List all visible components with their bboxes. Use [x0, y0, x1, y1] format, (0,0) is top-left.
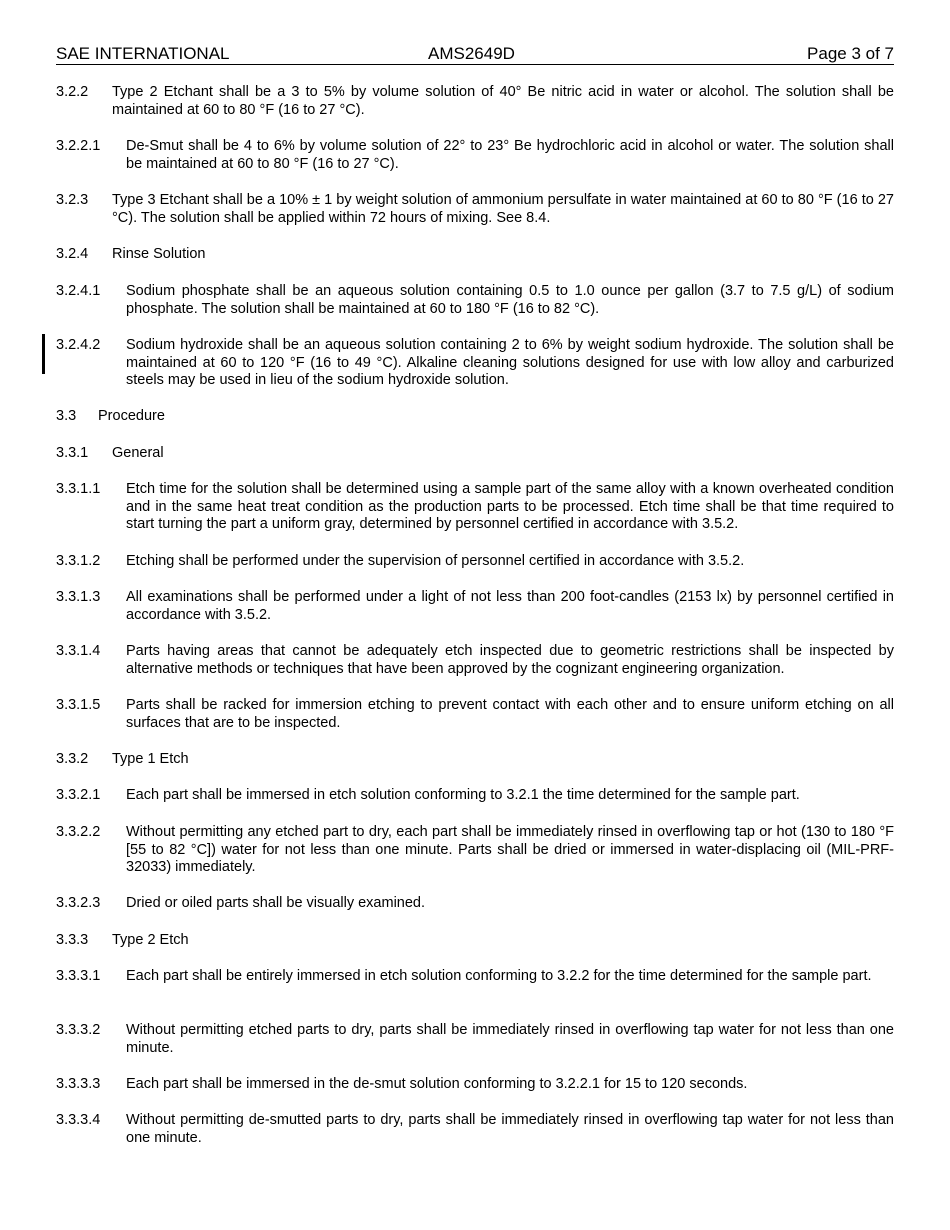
paragraph-number: 3.2.4.1	[56, 283, 101, 299]
paragraph-number: 3.3.1.2	[56, 553, 101, 569]
paragraph-number: 3.3.1.5	[56, 697, 101, 713]
revision-change-bar	[42, 334, 45, 374]
paragraph-text: Parts having areas that cannot be adequately etch inspected due to geometric restrictions shall be inspected by alternative methods or techniques that have been approved by the cognizant engineering organization.	[126, 643, 894, 677]
paragraph-heading: Type 2 Etch	[112, 932, 189, 948]
paragraph-number: 3.3.3.4	[56, 1112, 101, 1128]
paragraph-3-3-2-3	[56, 895, 894, 913]
paragraph-3-2-2-1	[56, 138, 894, 173]
paragraph-text: All examinations shall be performed under a light of not less than 200 foot-candles (2153 lx) by personnel certified in accordance with 3.5.2.	[126, 589, 894, 623]
paragraph-3-2-4-1	[56, 283, 894, 318]
paragraph-number: 3.3.1.1	[56, 481, 101, 497]
header-doc-id: AMS2649D	[428, 44, 515, 63]
paragraph-3-3-1-5	[56, 697, 894, 732]
paragraph-3-3-2	[56, 751, 894, 769]
paragraph-text: Parts shall be racked for immersion etching to prevent contact with each other and to ensure uniform etching on all surfaces that are to be inspected.	[126, 697, 894, 731]
paragraph-text: Without permitting etched parts to dry, parts shall be immediately rinsed in overflowing tap water for not less than one minute.	[126, 1022, 894, 1056]
paragraph-number: 3.2.2	[56, 84, 89, 100]
paragraph-3-3-1-4	[56, 643, 894, 678]
paragraph-number: 3.2.4	[56, 246, 89, 262]
paragraph-3-2-2	[56, 84, 894, 119]
paragraph-number: 3.3.2.1	[56, 787, 101, 803]
paragraph-number: 3.3.1.4	[56, 643, 101, 659]
paragraph-text: Each part shall be entirely immersed in etch solution conforming to 3.2.2 for the time determined for the sample part.	[126, 968, 872, 984]
page-header	[56, 44, 894, 65]
paragraph-heading: Type 1 Etch	[112, 751, 189, 767]
paragraph-number: 3.2.2.1	[56, 138, 101, 154]
paragraph-number: 3.2.3	[56, 192, 89, 208]
paragraph-3-3-3-3	[56, 1076, 894, 1094]
paragraph-text: Each part shall be immersed in the de-smut solution conforming to 3.2.2.1 for 15 to 120 seconds.	[126, 1076, 748, 1092]
paragraph-3-3-1-1	[56, 481, 894, 534]
paragraph-3-3-2-1	[56, 787, 894, 805]
paragraph-number: 3.3.3.3	[56, 1076, 101, 1092]
paragraph-text: Type 3 Etchant shall be a 10% ± 1 by weight solution of ammonium persulfate in water maintained at 60 to 80 °F (16 to 27 °C). The solution shall be applied within 72 hours of mixing. See 8.4.	[112, 192, 894, 226]
header-org: SAE INTERNATIONAL	[56, 44, 230, 63]
paragraph-number: 3.3.3.1	[56, 968, 101, 984]
paragraph-number: 3.3.2.2	[56, 824, 101, 840]
paragraph-3-2-4-2	[56, 337, 894, 390]
paragraph-3-3-1-3	[56, 589, 894, 624]
paragraph-3-3-3-4	[56, 1112, 894, 1147]
paragraph-number: 3.3.1.3	[56, 589, 101, 605]
paragraph-text: Without permitting any etched part to dry, each part shall be immediately rinsed in overflowing tap or hot (130 to 180 °F [55 to 82 °C]) water for not less than one minute. Parts shall be dried or immersed in water-displacing oil (MIL-PRF-32033) immediately.	[126, 824, 894, 875]
paragraph-heading: General	[112, 445, 164, 461]
header-page-number: Page 3 of 7	[807, 44, 894, 63]
paragraph-3-2-4	[56, 246, 894, 264]
paragraph-3-3-2-2	[56, 824, 894, 877]
paragraph-3-3-3	[56, 932, 894, 950]
paragraph-3-2-3	[56, 192, 894, 227]
paragraph-3-3-1	[56, 445, 894, 463]
paragraph-text: Without permitting de-smutted parts to dry, parts shall be immediately rinsed in overflowing tap water for not less than one minute.	[126, 1112, 894, 1146]
paragraph-number: 3.2.4.2	[56, 337, 101, 353]
paragraph-3-3-1-2	[56, 553, 894, 571]
paragraph-text: Etch time for the solution shall be determined using a sample part of the same alloy with a known overheated condition and in the same heat treat condition as the production parts to be processed. Etch time shall be that time required to start turning the part a uniform gray, determined by personnel certified in accordance with 3.5.2.	[126, 481, 894, 532]
paragraph-number: 3.3.3.2	[56, 1022, 101, 1038]
paragraph-text: Sodium phosphate shall be an aqueous solution containing 0.5 to 1.0 ounce per gallon (3.7 to 7.5 g/L) of sodium phosphate. The solution shall be maintained at 60 to 180 °F (16 to 82 °C).	[126, 283, 894, 317]
paragraph-text: De-Smut shall be 4 to 6% by volume solution of 22° to 23° Be hydrochloric acid in alcohol or water. The solution shall be maintained at 60 to 80 °F (16 to 27 °C).	[126, 138, 894, 172]
paragraph-number: 3.3.2	[56, 751, 89, 767]
paragraph-text: Etching shall be performed under the supervision of personnel certified in accordance with 3.5.2.	[126, 553, 745, 569]
paragraph-heading: Procedure	[98, 408, 165, 424]
paragraph-number: 3.3.1	[56, 445, 89, 461]
paragraph-3-3-3-1	[56, 968, 894, 986]
paragraph-number: 3.3.3	[56, 932, 89, 948]
paragraph-heading: Rinse Solution	[112, 246, 206, 262]
paragraph-text: Dried or oiled parts shall be visually examined.	[126, 895, 426, 911]
paragraph-number: 3.3.2.3	[56, 895, 101, 911]
paragraph-text: Each part shall be immersed in etch solution conforming to 3.2.1 the time determined for the sample part.	[126, 787, 800, 803]
paragraph-3-3	[56, 408, 894, 426]
paragraph-text: Type 2 Etchant shall be a 3 to 5% by volume solution of 40° Be nitric acid in water or alcohol. The solution shall be maintained at 60 to 80 °F (16 to 27 °C).	[112, 84, 894, 118]
paragraph-text: Sodium hydroxide shall be an aqueous solution containing 2 to 6% by weight sodium hydroxide. The solution shall be maintained at 60 to 120 °F (16 to 49 °C). Alkaline cleaning solutions designed for use with low alloy and carburized steels may be used in lieu of the sodium hydroxide solution.	[126, 337, 894, 388]
paragraph-number: 3.3	[56, 408, 77, 424]
paragraph-3-3-3-2	[56, 1022, 894, 1057]
